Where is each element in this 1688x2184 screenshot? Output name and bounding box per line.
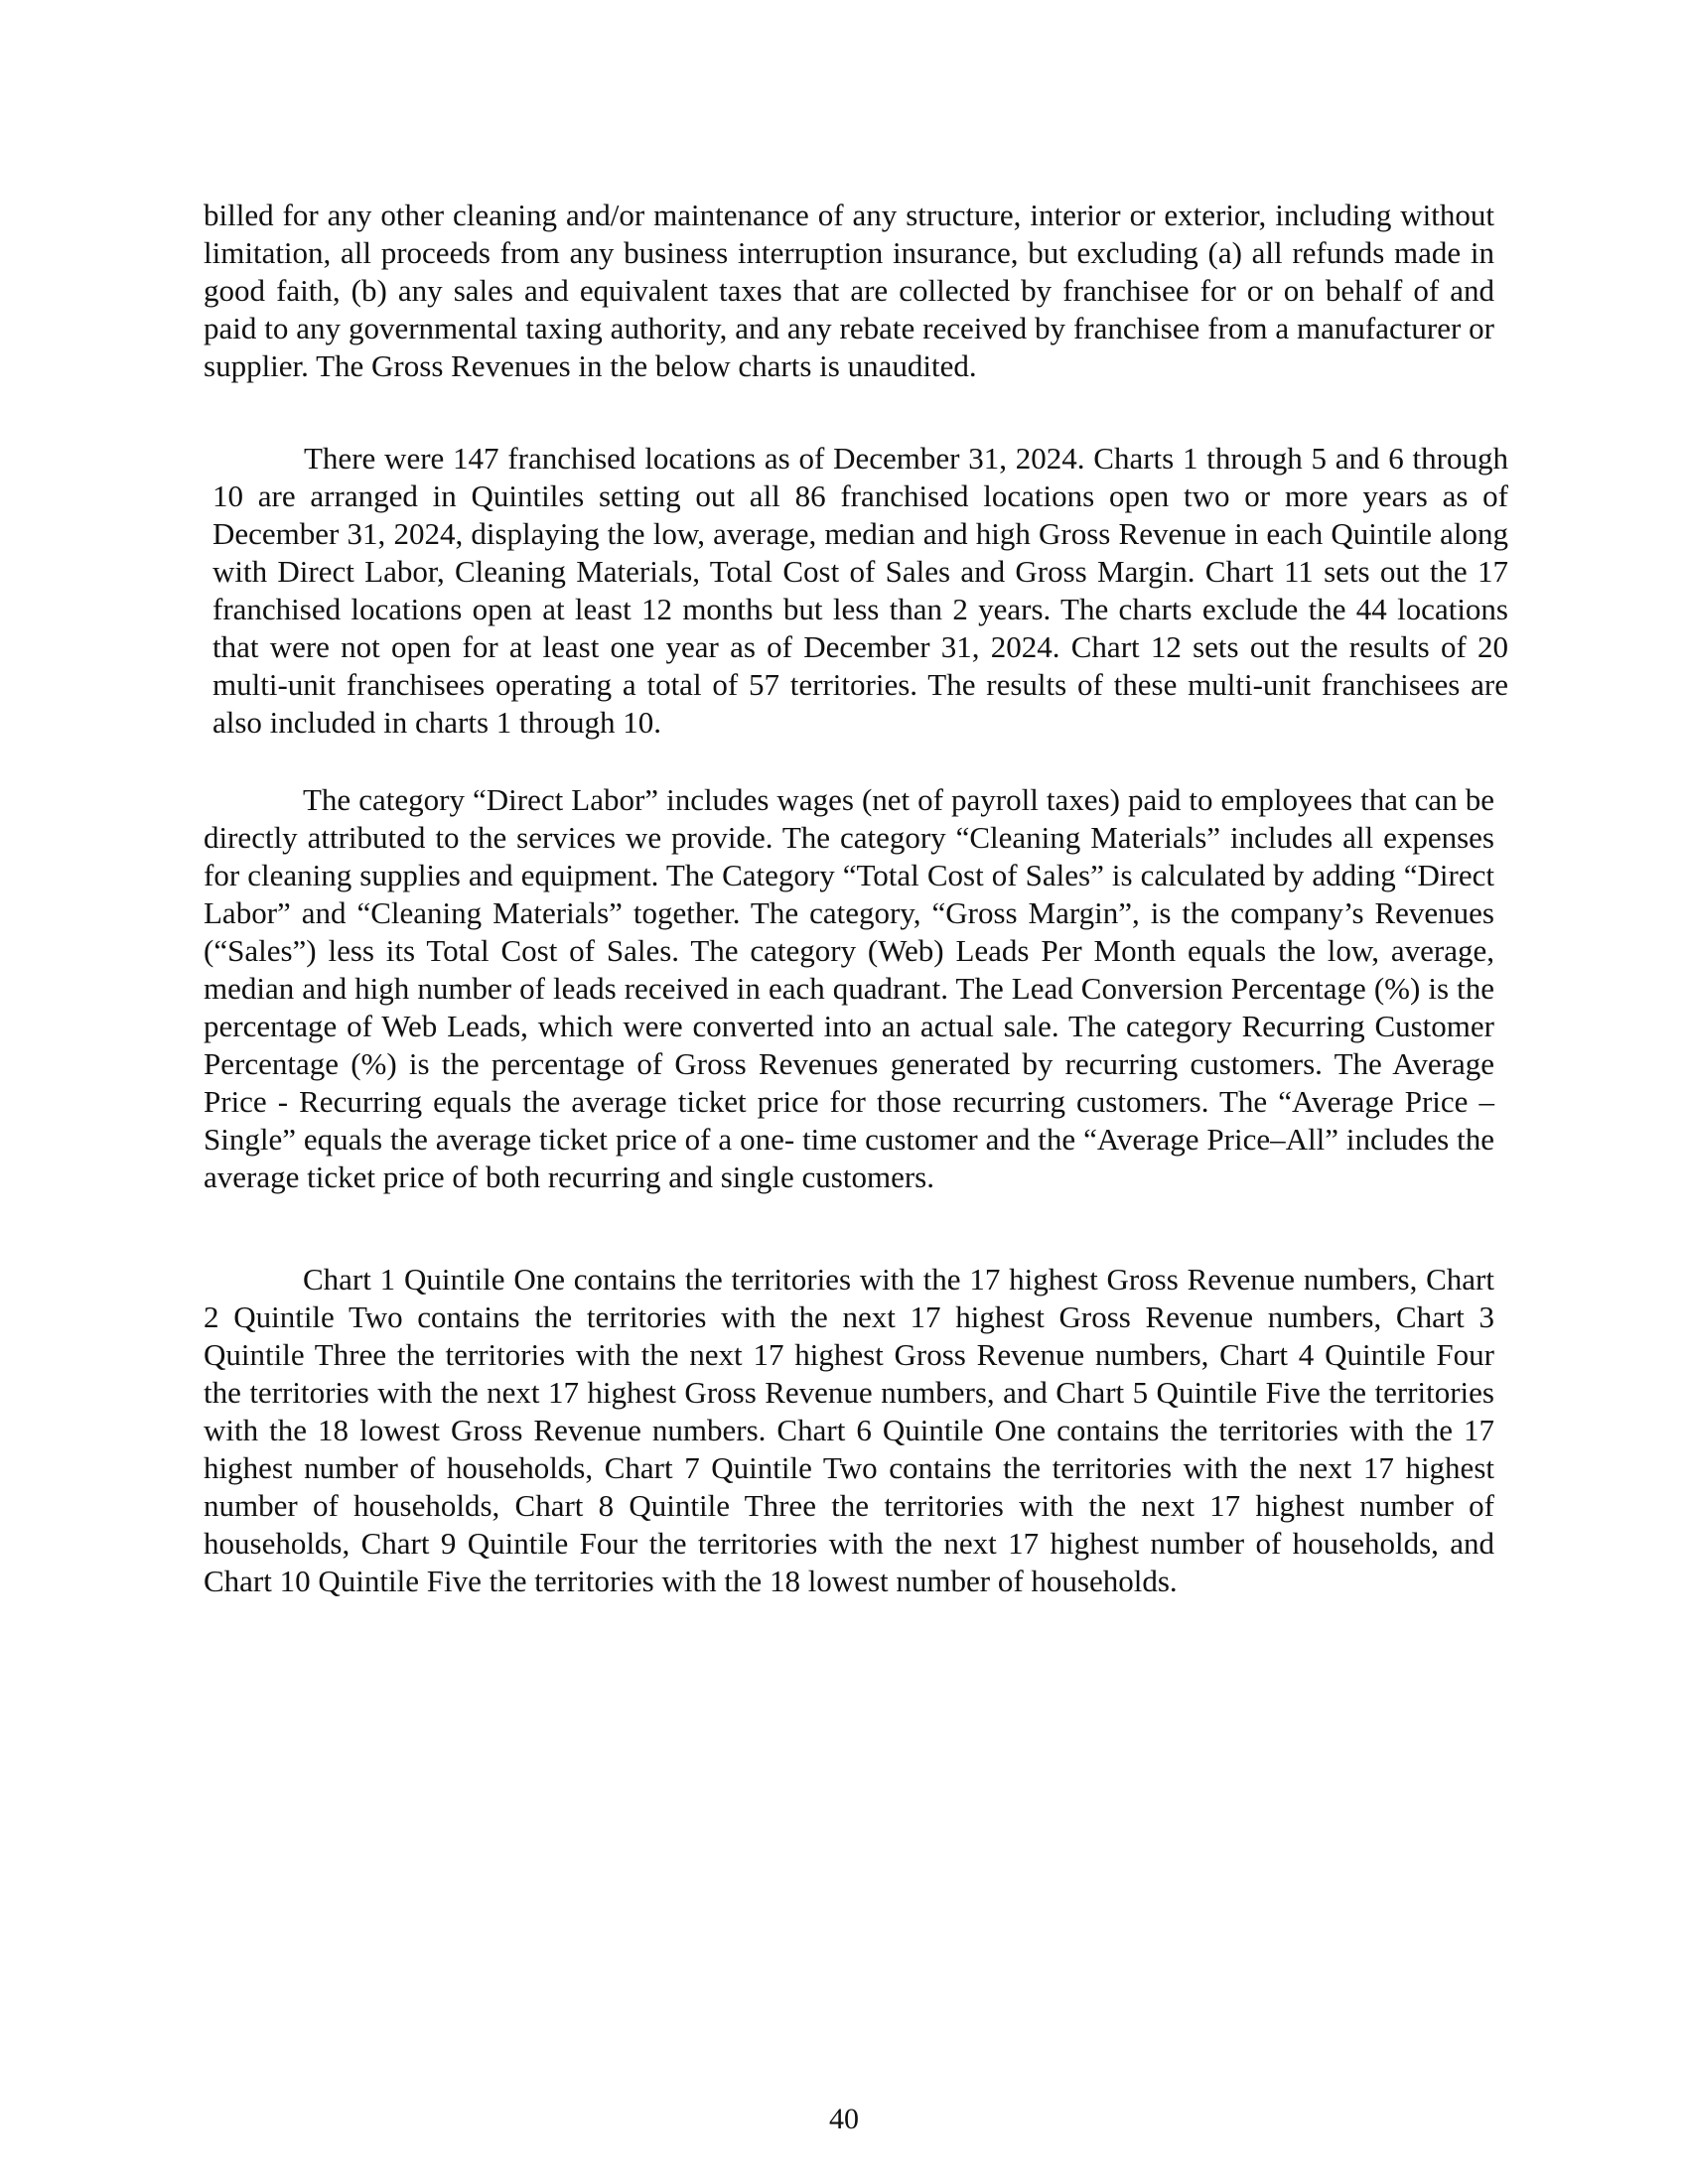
page-number: 40 [829,2103,859,2135]
paragraph-franchised-locations: There were 147 franchised locations as of December 31, 2024. Charts 1 through 5 and 6 through 10 are arranged in Quintiles setting out all 86 franchised locations open two or more years as of December 31, 2024, displaying the low, average, median and high Gross Revenue in each Quintile along with Direct Labor, Cleaning Materials, Total Cost of Sales and Gross Margin. Chart 11 sets out the 17 franchised locations open at least 12 months but less than 2 years. The charts exclude the 44 locations that were not open for at least one year as of December 31, 2024. Chart 12 sets out the results of 20 multi-unit franchisees operating a total of 57 territories. The results of these multi-unit franchisees are also included in charts 1 through 10. [212,441,1508,740]
paragraph-gross-revenue-definition: billed for any other cleaning and/or maintenance of any structure, interior or exterior, including without limitation, all proceeds from any business interruption insurance, but excluding (a) all refunds made in good faith, (b) any sales and equivalent taxes that are collected by franchisee for or on behalf of and paid to any governmental taxing authority, and any rebate received by franchisee from a manufacturer or supplier. The Gross Revenues in the below charts is unaudited. [204,198,1494,383]
paragraph-category-definitions: The category “Direct Labor” includes wages (net of payroll taxes) paid to employees that can be directly attributed to the services we provide. The category “Cleaning Materials” includes all expenses for cleaning supplies and equipment. The Category “Total Cost of Sales” is calculated by adding “Direct Labor” and “Cleaning Materials” together. The category, “Gross Margin”, is the company’s Revenues (“Sales”) less its Total Cost of Sales. The category (Web) Leads Per Month equals the low, average, median and high number of leads received in each quadrant. The Lead Conversion Percentage (%) is the percentage of Web Leads, which were converted into an actual sale. The category Recurring Customer Percentage (%) is the percentage of Gross Revenues generated by recurring customers. The Average Price - Recurring equals the average ticket price for those recurring customers. The “Average Price – Single” equals the average ticket price of a one- time customer and the “Average Price–All” includes the average ticket price of both recurring and single customers. [204,782,1494,1194]
paragraph-quintile-descriptions: Chart 1 Quintile One contains the territories with the 17 highest Gross Revenue numbers, Chart 2 Quintile Two contains the territories with the next 17 highest Gross Revenue numbers, Chart 3 Quintile Three the territories with the next 17 highest Gross Revenue numbers, Chart 4 Quintile Four the territories with the next 17 highest Gross Revenue numbers, and Chart 5 Quintile Five the territories with the 18 lowest Gross Revenue numbers. Chart 6 Quintile One contains the territories with the 17 highest number of households, Chart 7 Quintile Two contains the territories with the next 17 highest number of households, Chart 8 Quintile Three the territories with the next 17 highest number of households, Chart 9 Quintile Four the territories with the next 17 highest number of households, and Chart 10 Quintile Five the territories with the 18 lowest number of households. [204,1262,1494,1598]
